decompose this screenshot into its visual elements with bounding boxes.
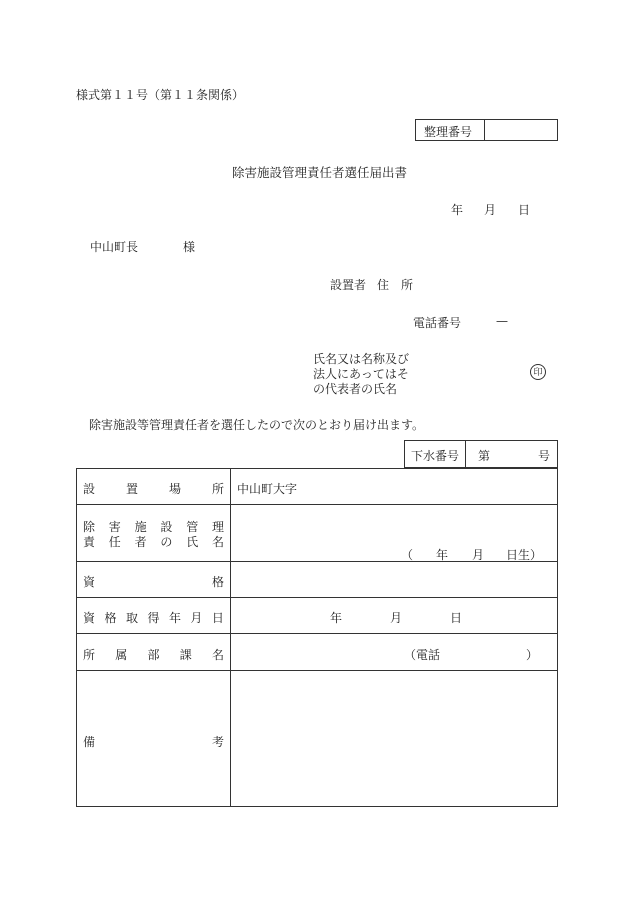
phone-label: 電話番号 [413, 316, 462, 330]
installer-label: 設置者 [330, 278, 367, 292]
addressee: 中山町長 [90, 240, 139, 254]
location-label: 設 置 場 所 [83, 482, 224, 496]
location-value[interactable]: 中山町大字 [237, 482, 298, 496]
remarks-label: 備 考 [83, 735, 224, 749]
department-phone-open: （電話 [404, 648, 441, 662]
birth-day: 日生） [506, 548, 543, 562]
reference-number-field[interactable] [490, 123, 552, 137]
honorific: 様 [183, 240, 196, 254]
qualification-label: 資 格 [83, 575, 224, 589]
birth-open-paren: （ [401, 548, 414, 562]
sewer-dai: 第 [478, 449, 491, 463]
qualification-day: 日 [450, 611, 463, 625]
reference-number-label: 整理番号 [424, 125, 473, 139]
birth-month: 月 [472, 548, 485, 562]
date-month: 月 [484, 203, 497, 217]
department-phone-close: ） [526, 648, 539, 662]
phone-dash: — [496, 314, 508, 328]
manager-label-line-1: 除 害 施 設 管 理 [83, 520, 224, 534]
sewer-number-label: 下水番号 [411, 449, 460, 463]
qualification-month: 月 [390, 611, 403, 625]
form-number: 様式第１１号（第１１条関係） [76, 88, 245, 102]
row-divider [76, 504, 558, 505]
seal-mark: 印 [530, 364, 546, 380]
document-title: 除害施設管理責任者選任届出書 [232, 165, 408, 180]
statement: 除害施設等管理責任者を選任したので次のとおり届け出ます。 [89, 418, 425, 432]
table-column-divider [230, 468, 231, 807]
row-divider [76, 561, 558, 562]
row-divider [76, 670, 558, 671]
qualification-date-label: 資 格 取 得 年 月 日 [83, 611, 224, 625]
row-divider [76, 597, 558, 598]
birth-year: 年 [436, 548, 449, 562]
sewer-go: 号 [538, 449, 551, 463]
sewer-divider [465, 440, 466, 468]
name-label-line-3: の代表者の氏名 [313, 382, 398, 396]
row-divider [76, 633, 558, 634]
qualification-year: 年 [330, 611, 343, 625]
name-label-line-2: 法人にあってはそ [313, 367, 409, 381]
date-year: 年 [451, 203, 464, 217]
manager-label-line-2: 責 任 者 の 氏 名 [83, 535, 224, 549]
ref-divider [484, 119, 485, 141]
date-day: 日 [518, 203, 531, 217]
address-label: 住 所 [377, 278, 414, 292]
name-label-line-1: 氏名又は名称及び [313, 352, 410, 366]
department-label: 所 属 部 課 名 [83, 648, 224, 662]
